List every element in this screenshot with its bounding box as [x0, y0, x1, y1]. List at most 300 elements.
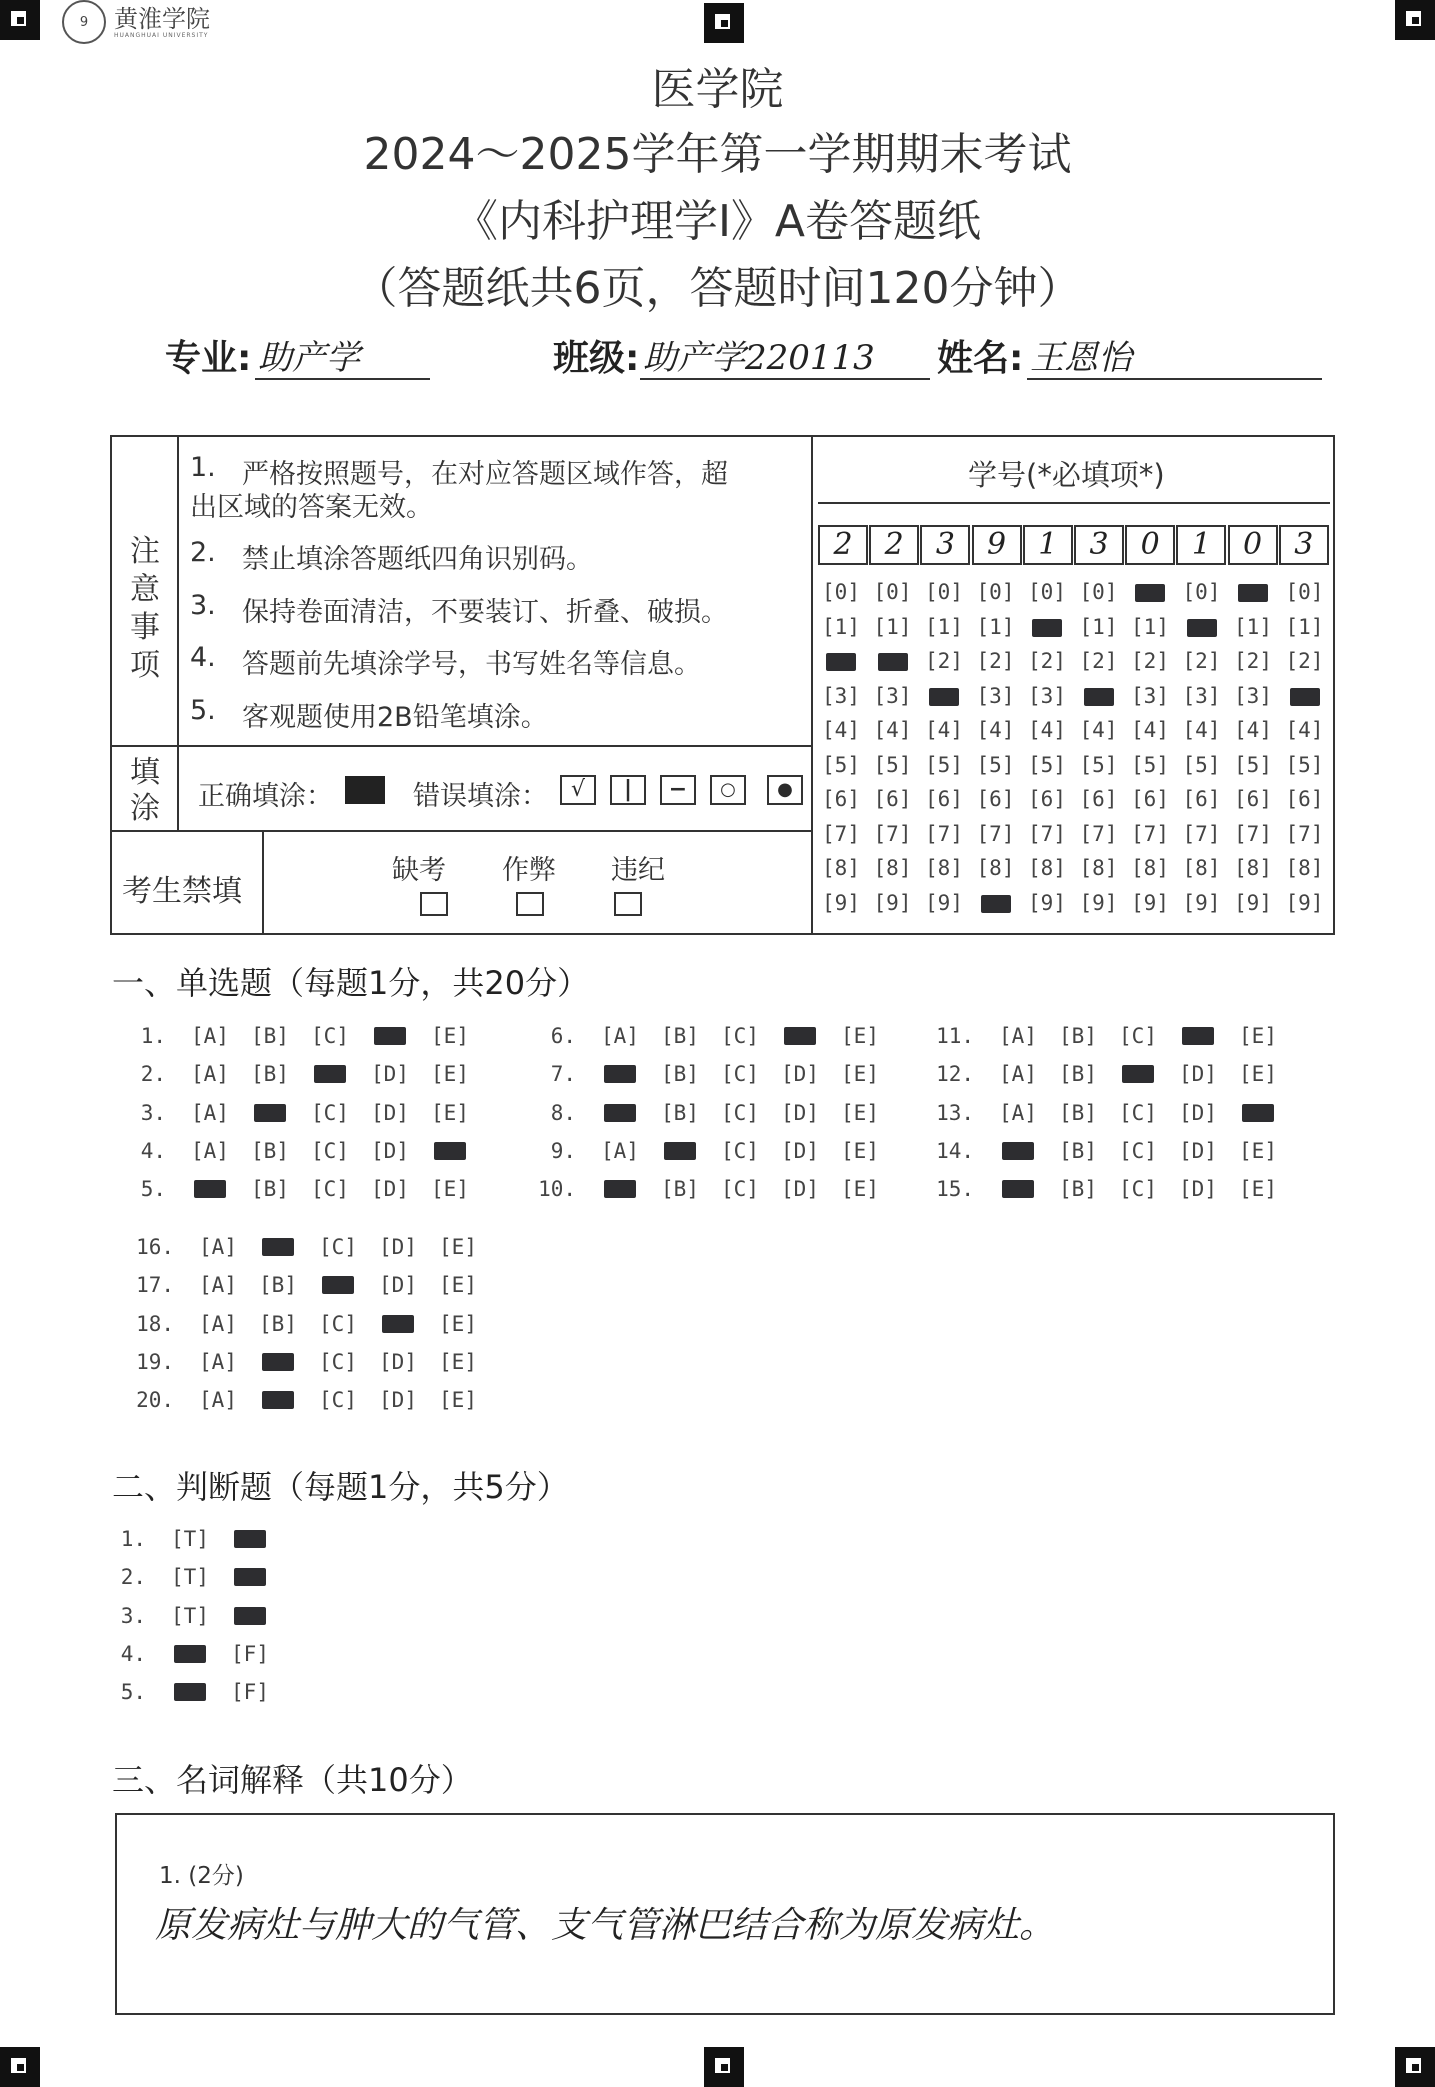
university-logo: [62, 0, 210, 44]
answer-bubble[interactable]: [A]: [191, 1024, 229, 1048]
student-id-bubble[interactable]: [1]: [925, 614, 963, 639]
student-id-bubble[interactable]: [7]: [1285, 821, 1324, 846]
student-id-digit-box[interactable]: 2: [818, 525, 868, 565]
student-id-bubble[interactable]: [0]: [1182, 580, 1221, 604]
answer-bubble-filled[interactable]: [220, 1604, 280, 1628]
student-id-bubble[interactable]: [9]: [1079, 890, 1118, 915]
student-id-bubble[interactable]: [4]: [925, 718, 963, 742]
answer-bubble[interactable]: [E]: [431, 1024, 469, 1048]
answer-bubble[interactable]: [B]: [1059, 1100, 1097, 1125]
answer-bubble[interactable]: [C]: [311, 1138, 349, 1163]
student-id-bubble[interactable]: [3]: [822, 683, 860, 708]
section2-question-3: [100, 1604, 280, 1628]
student-id-bubble[interactable]: [5]: [822, 752, 860, 777]
answer-bubble-filled[interactable]: [180, 1177, 240, 1201]
student-id-digit-box[interactable]: 0: [1125, 525, 1175, 565]
major-label: 专业:: [165, 338, 252, 379]
section3-answer-box[interactable]: [115, 1813, 1335, 2015]
student-id-bubble[interactable]: [2]: [1234, 649, 1272, 673]
section1-question-9: [530, 1139, 890, 1163]
student-id-bubble[interactable]: [2]: [1182, 649, 1221, 673]
student-id-bubble[interactable]: [5]: [1285, 752, 1324, 777]
name-value[interactable]: 王恩怡: [1030, 338, 1132, 378]
answer-bubble[interactable]: [B]: [661, 1100, 699, 1125]
student-id-bubble[interactable]: [5]: [1182, 752, 1221, 777]
student-id-bubble[interactable]: [1]: [873, 614, 912, 639]
section1-question-11: [928, 1024, 1288, 1048]
student-id-bubble[interactable]: [2]: [976, 649, 1015, 673]
answer-bubble[interactable]: [E]: [841, 1177, 879, 1202]
student-id-column: [1283, 575, 1327, 920]
student-id-bubble-filled[interactable]: [871, 644, 915, 679]
student-id-bubble[interactable]: [8]: [822, 856, 860, 880]
question-number: 11.: [936, 1024, 974, 1048]
student-id-bubble[interactable]: [8]: [976, 856, 1015, 880]
student-id-bubble[interactable]: [5]: [1234, 752, 1272, 777]
student-id-bubble[interactable]: [2]: [1079, 649, 1118, 673]
student-id-bubble[interactable]: [7]: [976, 821, 1015, 846]
answer-bubble[interactable]: [C]: [721, 1177, 759, 1202]
fill-wrong-dot-icon: ●: [767, 775, 803, 805]
question-number: 17.: [136, 1273, 174, 1298]
answer-bubble[interactable]: [E]: [1239, 1024, 1277, 1048]
section3-q1-answer[interactable]: 原发病灶与肿大的气管、支气管淋巴结合称为原发病灶。: [155, 1905, 1056, 1946]
student-id-bubble[interactable]: [9]: [1131, 890, 1169, 915]
answer-bubble[interactable]: [C]: [319, 1349, 357, 1374]
student-id-bubble[interactable]: [2]: [1028, 649, 1066, 673]
fill-wrong-bar-icon: |: [610, 775, 646, 805]
student-id-bubble[interactable]: [6]: [873, 787, 912, 811]
answer-bubble-filled[interactable]: [220, 1527, 280, 1551]
student-id-bubble-filled[interactable]: [1128, 575, 1172, 610]
answer-bubble[interactable]: [D]: [781, 1062, 819, 1087]
student-id-bubble[interactable]: [0]: [976, 580, 1015, 604]
answer-bubble-filled[interactable]: [1168, 1024, 1228, 1048]
student-id-bubble[interactable]: [0]: [873, 580, 912, 604]
student-id-bubble[interactable]: [0]: [1285, 580, 1324, 604]
question-number: 5.: [140, 1177, 166, 1202]
student-id-bubble[interactable]: [3]: [1182, 683, 1221, 708]
section1-question-17: [128, 1273, 488, 1297]
answer-bubble[interactable]: [C]: [1119, 1100, 1157, 1125]
student-id-bubble[interactable]: [7]: [822, 821, 860, 846]
answer-bubble-filled[interactable]: [1108, 1062, 1168, 1086]
answer-bubble[interactable]: [A]: [999, 1100, 1037, 1125]
answer-bubble[interactable]: [D]: [379, 1349, 417, 1374]
student-id-bubble[interactable]: [7]: [1028, 821, 1066, 846]
student-id-bubble[interactable]: [7]: [1131, 821, 1169, 846]
student-id-bubble-filled[interactable]: [1077, 679, 1121, 714]
student-id-bubble[interactable]: [3]: [1028, 683, 1066, 708]
fill-wrong-label: 错误填涂：: [413, 781, 548, 812]
answer-bubble[interactable]: [E]: [439, 1349, 477, 1374]
answer-bubble[interactable]: [C]: [311, 1177, 349, 1202]
student-id-bubble-filled[interactable]: [1231, 575, 1275, 610]
student-id-bubble[interactable]: [5]: [1079, 752, 1118, 777]
student-id-bubble[interactable]: [9]: [873, 890, 912, 915]
question-number: 5.: [120, 1680, 146, 1705]
answer-bubble-filled[interactable]: [240, 1101, 300, 1125]
student-id-bubble-filled[interactable]: [819, 644, 863, 679]
note-2-number: 2.: [190, 537, 216, 568]
section2-question-1: [100, 1527, 280, 1551]
student-id-bubble-filled[interactable]: [1283, 679, 1327, 714]
answer-bubble[interactable]: [D]: [1179, 1177, 1217, 1202]
answer-bubble-filled[interactable]: [590, 1177, 650, 1201]
student-id-title-line: [818, 502, 1330, 504]
student-id-bubble[interactable]: [0]: [1079, 580, 1118, 604]
student-id-bubble[interactable]: [8]: [1182, 856, 1221, 880]
student-id-digit-box[interactable]: 9: [972, 525, 1022, 565]
note-4-number: 4.: [190, 642, 216, 673]
section1-question-1: [120, 1024, 480, 1048]
student-id-bubble[interactable]: [6]: [1285, 787, 1324, 811]
student-id-bubble[interactable]: [5]: [1131, 752, 1169, 777]
student-id-bubble[interactable]: [6]: [1234, 787, 1272, 811]
question-number: 4.: [120, 1641, 146, 1666]
student-id-bubble[interactable]: [8]: [1079, 856, 1118, 880]
university-name: 黄淮学院: [114, 4, 210, 33]
notes-title: 注意事项: [130, 534, 160, 683]
major-value[interactable]: 助产学: [258, 338, 360, 378]
answer-bubble[interactable]: [B]: [661, 1062, 699, 1087]
student-id-digit-box[interactable]: 3: [1279, 525, 1329, 565]
answer-bubble[interactable]: [B]: [259, 1273, 297, 1298]
answer-bubble[interactable]: [A]: [601, 1138, 639, 1163]
student-id-digit-box[interactable]: 3: [920, 525, 970, 565]
student-id-bubble[interactable]: [4]: [822, 718, 860, 742]
student-id-bubble[interactable]: [6]: [1182, 787, 1221, 811]
answer-bubble-filled[interactable]: [248, 1235, 308, 1259]
answer-bubble[interactable]: [B]: [1059, 1138, 1097, 1163]
answer-bubble[interactable]: [E]: [439, 1311, 477, 1336]
section1-question-8: [530, 1101, 890, 1125]
class-underline: [640, 378, 930, 380]
answer-bubble-filled[interactable]: [368, 1312, 428, 1336]
violation-checkbox[interactable]: [614, 892, 642, 916]
section2-question-4: [100, 1642, 280, 1666]
notes-title-divider: [177, 435, 179, 830]
section1-question-2: [120, 1062, 480, 1086]
answer-bubble-filled[interactable]: [300, 1062, 360, 1086]
answer-bubble-filled[interactable]: [988, 1177, 1048, 1201]
question-number: 15.: [936, 1177, 974, 1202]
answer-bubble-filled[interactable]: [770, 1024, 830, 1048]
answer-bubble-filled[interactable]: [360, 1024, 420, 1048]
class-value[interactable]: 助产学220113: [643, 338, 875, 378]
student-id-bubble[interactable]: [5]: [873, 752, 912, 777]
student-id-bubble[interactable]: [8]: [1234, 856, 1272, 880]
section1-question-15: [928, 1177, 1288, 1201]
section1-question-4: [120, 1139, 480, 1163]
student-id-bubble-filled[interactable]: [1025, 610, 1069, 645]
student-id-bubble[interactable]: [7]: [1079, 821, 1118, 846]
student-id-column: [871, 575, 915, 920]
absent-label: 缺考: [392, 855, 446, 886]
section1-question-6: [530, 1024, 890, 1048]
student-id-column: [1180, 575, 1224, 920]
answer-bubble-filled[interactable]: [248, 1350, 308, 1374]
student-id-bubble[interactable]: [6]: [1131, 787, 1169, 811]
student-id-bubble[interactable]: [8]: [925, 856, 963, 880]
notes-bottom-line: [110, 745, 812, 747]
header-line-3: 《内科护理学Ⅰ》A卷答题纸: [453, 196, 982, 247]
answer-bubble[interactable]: [D]: [781, 1100, 819, 1125]
student-id-bubble[interactable]: [6]: [976, 787, 1015, 811]
student-id-bubble[interactable]: [6]: [822, 787, 860, 811]
answer-bubble[interactable]: [A]: [199, 1349, 237, 1374]
student-id-bubble[interactable]: [1]: [1285, 614, 1324, 639]
student-id-bubble[interactable]: [3]: [976, 683, 1015, 708]
student-id-bubble[interactable]: [0]: [822, 580, 860, 604]
student-id-digit-box[interactable]: 0: [1228, 525, 1278, 565]
question-number: 2.: [120, 1565, 146, 1590]
question-number: 12.: [936, 1062, 974, 1087]
answer-bubble[interactable]: [C]: [311, 1024, 349, 1048]
student-id-bubble[interactable]: [5]: [976, 752, 1015, 777]
student-id-bubble[interactable]: [1]: [1079, 614, 1118, 639]
answer-bubble[interactable]: [D]: [781, 1138, 819, 1163]
answer-bubble[interactable]: [C]: [319, 1388, 357, 1413]
answer-bubble[interactable]: [B]: [251, 1024, 289, 1048]
student-id-bubble[interactable]: [9]: [1234, 890, 1272, 915]
question-number: 16.: [136, 1235, 174, 1259]
question-number: 10.: [538, 1177, 576, 1202]
answer-bubble-filled[interactable]: [1228, 1101, 1288, 1125]
student-id-bubble[interactable]: [9]: [822, 890, 860, 915]
answer-bubble[interactable]: [E]: [439, 1235, 477, 1259]
student-id-bubble[interactable]: [4]: [1182, 718, 1221, 742]
answer-bubble[interactable]: [A]: [199, 1273, 237, 1298]
answer-bubble[interactable]: [E]: [1239, 1138, 1277, 1163]
note-3-number: 3.: [190, 590, 216, 621]
question-number: 20.: [136, 1388, 174, 1413]
section1-question-3: [120, 1101, 480, 1125]
answer-bubble[interactable]: [E]: [841, 1100, 879, 1125]
corner-marker-bottom-right: [1395, 2047, 1435, 2087]
answer-bubble[interactable]: [B]: [251, 1062, 289, 1087]
student-id-bubble[interactable]: [9]: [1182, 890, 1221, 915]
answer-bubble[interactable]: [D]: [371, 1062, 409, 1087]
student-id-bubble[interactable]: [3]: [1131, 683, 1169, 708]
student-id-bubble[interactable]: [3]: [1234, 683, 1272, 708]
section1-question-16: [128, 1235, 488, 1259]
answer-bubble[interactable]: [E]: [841, 1062, 879, 1087]
answer-bubble[interactable]: [D]: [371, 1177, 409, 1202]
section1-question-10: [530, 1177, 890, 1201]
answer-bubble[interactable]: [D]: [1179, 1062, 1217, 1087]
answer-bubble[interactable]: [D]: [379, 1273, 417, 1298]
answer-bubble[interactable]: [A]: [999, 1062, 1037, 1087]
question-number: 3.: [140, 1100, 166, 1125]
absent-checkbox[interactable]: [420, 892, 448, 916]
question-number: 3.: [120, 1603, 146, 1628]
answer-bubble[interactable]: [B]: [1059, 1062, 1097, 1087]
name-underline: [1027, 378, 1322, 380]
answer-bubble[interactable]: [C]: [1119, 1138, 1157, 1163]
answer-bubble[interactable]: [B]: [1059, 1177, 1097, 1202]
answer-bubble[interactable]: [E]: [431, 1177, 469, 1202]
answer-bubble[interactable]: [B]: [251, 1177, 289, 1202]
student-id-bubble[interactable]: [6]: [1028, 787, 1066, 811]
answer-bubble[interactable]: [A]: [601, 1024, 639, 1048]
answer-bubble[interactable]: [B]: [259, 1311, 297, 1336]
answer-bubble[interactable]: [C]: [721, 1100, 759, 1125]
corner-marker-top-right: [1395, 0, 1435, 40]
fill-bottom-line: [110, 830, 812, 832]
student-id-bubble[interactable]: [6]: [1079, 787, 1118, 811]
answer-bubble[interactable]: [E]: [431, 1062, 469, 1087]
answer-bubble[interactable]: [E]: [841, 1024, 879, 1048]
answer-bubble[interactable]: [A]: [199, 1388, 237, 1413]
student-id-bubble[interactable]: [8]: [1028, 856, 1066, 880]
answer-bubble[interactable]: [D]: [371, 1100, 409, 1125]
student-id-bubble[interactable]: [4]: [1131, 718, 1169, 742]
student-id-bubble[interactable]: [4]: [976, 718, 1015, 742]
student-id-digit-box[interactable]: 2: [869, 525, 919, 565]
corner-marker-bottom-left: [0, 2047, 40, 2087]
student-id-bubble[interactable]: [1]: [822, 614, 860, 639]
student-id-digit-box[interactable]: 1: [1176, 525, 1226, 565]
student-id-bubble[interactable]: [4]: [1079, 718, 1118, 742]
answer-bubble[interactable]: [E]: [1239, 1177, 1277, 1202]
answer-bubble[interactable]: [A]: [191, 1100, 229, 1125]
answer-bubble[interactable]: [C]: [1119, 1177, 1157, 1202]
student-id-bubble[interactable]: [9]: [925, 890, 963, 915]
student-id-bubble[interactable]: [7]: [925, 821, 963, 846]
answer-bubble[interactable]: [T]: [171, 1603, 209, 1628]
student-id-bubble[interactable]: [9]: [1028, 890, 1066, 915]
student-id-column: [1231, 575, 1275, 920]
student-id-bubble[interactable]: [7]: [1234, 821, 1272, 846]
answer-bubble-filled[interactable]: [420, 1139, 480, 1163]
header-line-4: （答题纸共6页，答题时间120分钟）: [353, 263, 1082, 314]
answer-bubble[interactable]: [B]: [661, 1177, 699, 1202]
name-label: 姓名:: [937, 338, 1024, 379]
answer-bubble[interactable]: [C]: [721, 1024, 759, 1048]
section1-question-13: [928, 1101, 1288, 1125]
answer-bubble-filled[interactable]: [160, 1680, 220, 1704]
question-number: 7.: [550, 1062, 576, 1087]
question-number: 4.: [140, 1138, 166, 1163]
answer-bubble-filled[interactable]: [248, 1388, 308, 1412]
student-id-bubble[interactable]: [0]: [1028, 580, 1066, 604]
answer-bubble-filled[interactable]: [220, 1565, 280, 1589]
student-id-bubble[interactable]: [4]: [1028, 718, 1066, 742]
student-id-bubble[interactable]: [8]: [873, 856, 912, 880]
student-id-digit-box[interactable]: 1: [1023, 525, 1073, 565]
answer-bubble[interactable]: [F]: [231, 1680, 269, 1705]
answer-bubble[interactable]: [D]: [379, 1388, 417, 1413]
student-id-bubble[interactable]: [6]: [925, 787, 963, 811]
student-id-digit-box[interactable]: 3: [1074, 525, 1124, 565]
student-id-bubble[interactable]: [2]: [1285, 649, 1324, 673]
student-id-title: 学号(*必填项*): [968, 458, 1165, 492]
student-id-bubble[interactable]: [7]: [873, 821, 912, 846]
answer-bubble[interactable]: [D]: [371, 1138, 409, 1163]
student-id-bubble[interactable]: [8]: [1285, 856, 1324, 880]
student-id-bubble[interactable]: [2]: [925, 649, 963, 673]
question-number: 8.: [550, 1100, 576, 1125]
student-id-bubble[interactable]: [7]: [1182, 821, 1221, 846]
class-label: 班级:: [553, 338, 640, 379]
answer-bubble[interactable]: [E]: [439, 1273, 477, 1298]
student-id-bubble[interactable]: [1]: [976, 614, 1015, 639]
answer-bubble[interactable]: [D]: [1179, 1138, 1217, 1163]
student-id-bubble-filled[interactable]: [1180, 610, 1224, 645]
fill-title: 填涂: [130, 755, 160, 826]
student-id-bubble[interactable]: [3]: [873, 683, 912, 708]
cheat-checkbox[interactable]: [516, 892, 544, 916]
student-id-bubble[interactable]: [1]: [1234, 614, 1272, 639]
answer-bubble[interactable]: [B]: [251, 1138, 289, 1163]
answer-bubble[interactable]: [B]: [661, 1024, 699, 1048]
answer-bubble[interactable]: [C]: [319, 1235, 357, 1259]
student-id-bubble[interactable]: [1]: [1131, 614, 1169, 639]
question-number: 19.: [136, 1349, 174, 1374]
answer-bubble[interactable]: [E]: [841, 1138, 879, 1163]
answer-bubble[interactable]: [A]: [999, 1024, 1037, 1048]
answer-bubble-filled[interactable]: [988, 1139, 1048, 1163]
header-line-2: 2024～2025学年第一学期期末考试: [363, 129, 1072, 180]
student-id-bubble[interactable]: [9]: [1285, 890, 1324, 915]
fill-correct-example-icon: [345, 776, 385, 804]
answer-bubble-filled[interactable]: [650, 1139, 710, 1163]
question-number: 14.: [936, 1138, 974, 1163]
question-number: 6.: [550, 1024, 576, 1048]
answer-bubble[interactable]: [F]: [231, 1641, 269, 1666]
answer-bubble[interactable]: [E]: [439, 1388, 477, 1413]
answer-bubble[interactable]: [D]: [781, 1177, 819, 1202]
answer-bubble-filled[interactable]: [308, 1273, 368, 1297]
answer-bubble[interactable]: [C]: [1119, 1024, 1157, 1048]
answer-bubble[interactable]: [C]: [311, 1100, 349, 1125]
student-id-bubble[interactable]: [8]: [1131, 856, 1169, 880]
answer-bubble[interactable]: [T]: [171, 1527, 209, 1551]
answer-bubble[interactable]: [C]: [721, 1062, 759, 1087]
answer-bubble-filled[interactable]: [590, 1101, 650, 1125]
student-id-bubble[interactable]: [0]: [925, 580, 963, 604]
answer-bubble[interactable]: [C]: [721, 1138, 759, 1163]
note-3-text: 保持卷面清洁，不要装订、折叠、破损。: [242, 597, 728, 628]
student-id-bubble[interactable]: [4]: [1285, 718, 1324, 742]
student-id-bubble[interactable]: [2]: [1131, 649, 1169, 673]
violation-label: 违纪: [611, 855, 665, 886]
answer-bubble[interactable]: [A]: [199, 1235, 237, 1259]
student-id-bubble[interactable]: [4]: [873, 718, 912, 742]
answer-bubble[interactable]: [D]: [379, 1235, 417, 1259]
major-underline: [255, 378, 430, 380]
answer-bubble[interactable]: [C]: [319, 1311, 357, 1336]
answer-bubble[interactable]: [B]: [1059, 1024, 1097, 1048]
answer-bubble[interactable]: [T]: [171, 1565, 209, 1590]
student-id-bubble-filled[interactable]: [974, 886, 1018, 921]
answer-bubble[interactable]: [A]: [191, 1138, 229, 1163]
student-id-bubble-filled[interactable]: [922, 679, 966, 714]
answer-bubble[interactable]: [E]: [1239, 1062, 1277, 1087]
student-id-bubble[interactable]: [5]: [1028, 752, 1066, 777]
answer-bubble[interactable]: [A]: [199, 1311, 237, 1336]
student-id-bubble[interactable]: [5]: [925, 752, 963, 777]
answer-bubble-filled[interactable]: [160, 1642, 220, 1666]
answer-bubble-filled[interactable]: [590, 1062, 650, 1086]
answer-bubble[interactable]: [D]: [1179, 1100, 1217, 1125]
note-2-text: 禁止填涂答题纸四角识别码。: [242, 544, 593, 575]
student-id-bubble[interactable]: [4]: [1234, 718, 1272, 742]
answer-bubble[interactable]: [E]: [431, 1100, 469, 1125]
answer-bubble[interactable]: [A]: [191, 1062, 229, 1087]
corner-marker-bottom-center: [704, 2047, 744, 2087]
